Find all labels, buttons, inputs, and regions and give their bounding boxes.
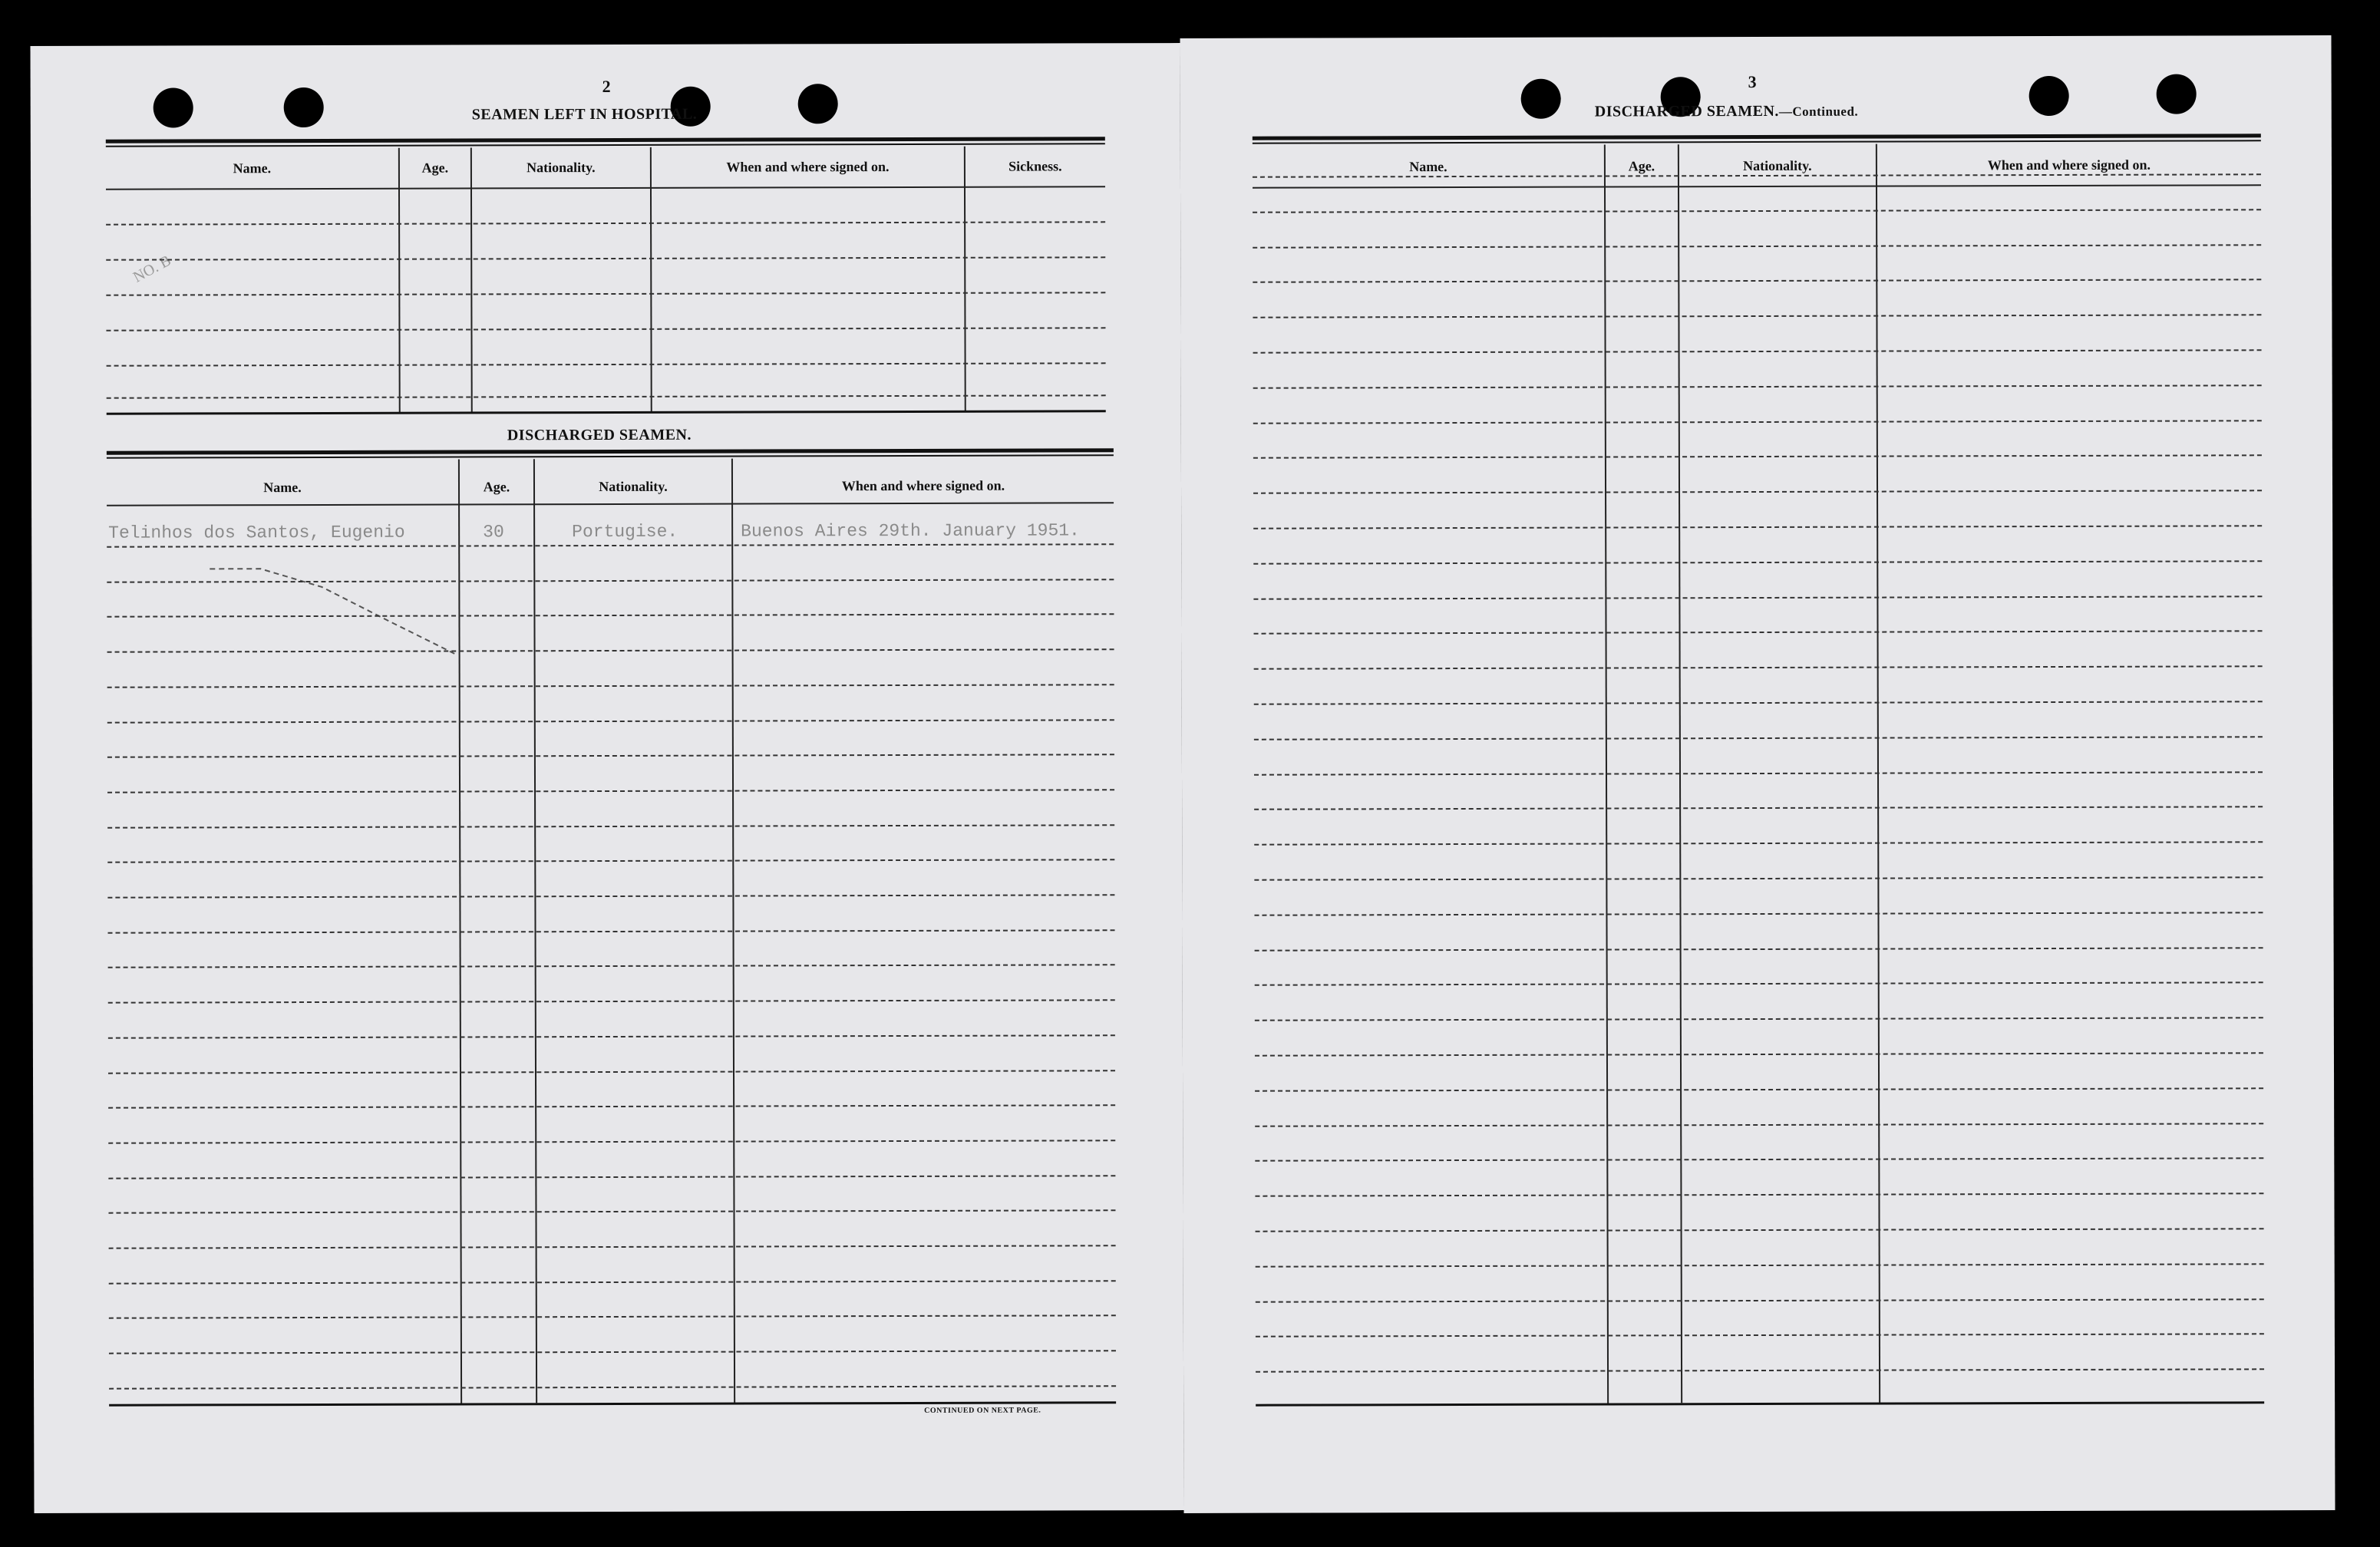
header-bottom-rule	[106, 186, 1105, 190]
row-line	[1254, 665, 2263, 669]
row-line	[108, 1034, 1115, 1038]
row-line	[1253, 490, 2262, 493]
table-bottom-rule	[1256, 1401, 2264, 1406]
punch-hole	[1521, 79, 1561, 119]
row-line	[107, 754, 1114, 757]
col-header-age: Age.	[1628, 158, 1655, 174]
row-line	[109, 1350, 1116, 1354]
row-line	[109, 1315, 1116, 1319]
row-line	[1255, 1017, 2263, 1021]
title-suffix: —Continued.	[1778, 104, 1859, 119]
row-line	[107, 789, 1114, 793]
punch-hole	[2029, 76, 2069, 116]
row-line	[109, 1385, 1116, 1389]
row-line	[1255, 1052, 2263, 1056]
title-main: DISCHARGED SEAMEN.	[1594, 102, 1779, 120]
row-line	[1253, 560, 2262, 564]
col-header-signed-on: When and where signed on.	[841, 477, 1005, 494]
row-line	[108, 999, 1115, 1003]
row-line	[107, 394, 1106, 398]
row-line	[1253, 595, 2262, 599]
row-line	[1253, 525, 2262, 529]
left-page	[30, 43, 1183, 1513]
row-line	[1253, 384, 2262, 388]
table-top-rule	[106, 143, 1105, 147]
row-line	[1254, 806, 2263, 810]
row-line	[1256, 1368, 2264, 1372]
punch-hole	[153, 87, 193, 127]
row-line	[1253, 349, 2262, 353]
col-header-signed-on: When and where signed on.	[726, 159, 890, 175]
row-line	[107, 894, 1114, 898]
right-page	[1180, 35, 2335, 1513]
col-header-age: Age.	[483, 479, 510, 495]
discharged-continued-table	[1253, 134, 2264, 1440]
row-line	[1254, 736, 2263, 740]
row-line	[1256, 1263, 2264, 1267]
entry-signed-on: Buenos Aires 29th. January 1951.	[741, 520, 1080, 542]
row-line	[1255, 1087, 2263, 1091]
row-line	[107, 719, 1114, 723]
table-bottom-rule	[107, 410, 1106, 414]
discharged-table	[107, 448, 1116, 1448]
col-header-sickness: Sickness.	[1008, 158, 1062, 174]
row-line	[1254, 771, 2263, 775]
row-line	[106, 256, 1105, 260]
row-line	[106, 327, 1105, 331]
table-top-rule	[1253, 134, 2261, 140]
col-header-nationality: Nationality.	[1743, 157, 1812, 174]
row-line	[1254, 701, 2263, 704]
table-bottom-rule	[109, 1401, 1116, 1406]
col-header-nationality: Nationality.	[527, 160, 596, 176]
continued-note: CONTINUED ON NEXT PAGE.	[924, 1406, 1041, 1415]
row-line	[107, 824, 1114, 828]
row-line	[107, 543, 1114, 547]
row-line	[1255, 1158, 2263, 1162]
entry-name: Telinhos dos Santos, Eugenio	[108, 522, 405, 543]
row-line	[108, 1070, 1115, 1074]
header-bottom-rule	[1253, 184, 2261, 188]
row-line	[1253, 244, 2261, 248]
col-header-age: Age.	[421, 160, 449, 176]
row-line	[106, 221, 1105, 225]
table-top-rule	[106, 137, 1105, 143]
col-header-signed-on: When and where signed on.	[1987, 157, 2151, 173]
row-line	[1253, 279, 2261, 283]
punch-hole	[284, 87, 324, 127]
row-line	[108, 1104, 1115, 1108]
discharged-section-title: DISCHARGED SEAMEN.	[507, 426, 692, 444]
row-line	[1254, 876, 2263, 880]
entry-age: 30	[483, 522, 504, 543]
row-line	[1253, 314, 2261, 318]
col-header-name: Name.	[233, 160, 272, 176]
col-header-name: Name.	[1409, 159, 1447, 175]
row-line	[1256, 1228, 2264, 1232]
row-line	[1255, 982, 2263, 986]
ditto-dash-trail	[206, 566, 460, 658]
table-top-rule	[107, 454, 1114, 458]
row-line	[108, 1175, 1115, 1179]
row-line	[1255, 1123, 2263, 1126]
faded-stamp: NO. B	[130, 252, 174, 286]
hospital-section-title: SEAMEN LEFT IN HOSPITAL.	[471, 105, 698, 124]
row-line	[107, 684, 1114, 688]
col-header-name: Name.	[263, 480, 302, 496]
page-number: 3	[1748, 72, 1757, 92]
header-bottom-rule	[107, 502, 1114, 506]
row-line	[1255, 1192, 2263, 1196]
row-line	[108, 1140, 1115, 1143]
row-line	[108, 1210, 1115, 1214]
row-line	[1254, 631, 2263, 635]
discharged-continued-title	[1595, 103, 1858, 121]
page-number: 2	[602, 76, 611, 97]
row-line	[1253, 420, 2262, 424]
row-line	[1253, 455, 2262, 459]
row-line	[1253, 209, 2261, 213]
row-line	[107, 362, 1106, 366]
punch-hole	[2157, 74, 2197, 114]
row-line	[1254, 841, 2263, 845]
row-line	[106, 292, 1105, 295]
table-top-rule	[1253, 140, 2261, 143]
hospital-table	[106, 137, 1106, 463]
col-header-nationality: Nationality.	[599, 478, 668, 495]
row-line	[1254, 912, 2263, 915]
row-line	[1256, 1298, 2264, 1302]
row-line	[109, 1245, 1116, 1248]
row-line	[109, 1280, 1116, 1284]
row-line	[1255, 947, 2263, 951]
entry-nationality: Portugise.	[572, 521, 678, 543]
row-line	[107, 859, 1114, 863]
punch-hole	[798, 84, 838, 124]
row-line	[108, 929, 1115, 933]
row-line	[1256, 1334, 2264, 1338]
row-line	[108, 965, 1115, 968]
